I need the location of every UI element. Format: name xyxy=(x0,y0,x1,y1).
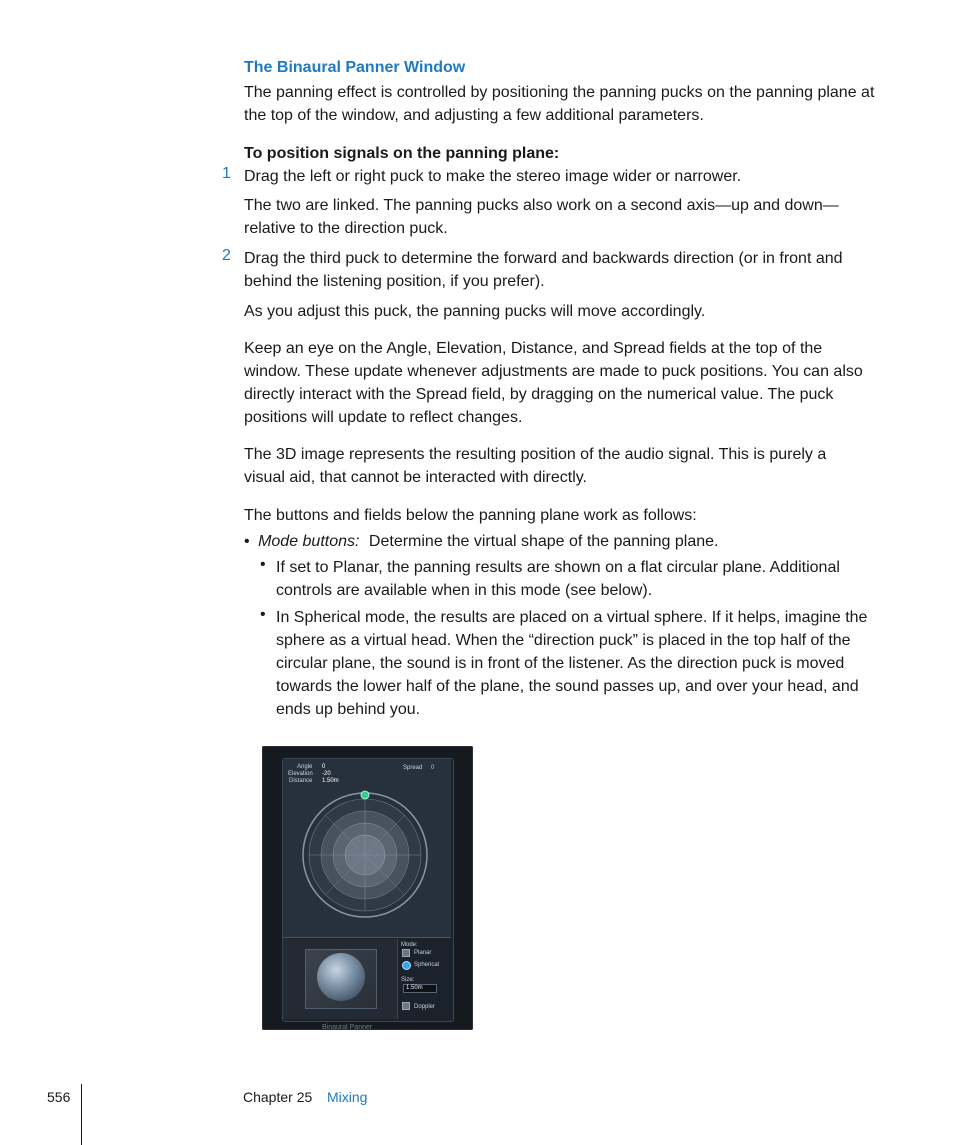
step-2-note: As you adjust this puck, the panning pucks will move accordingly. xyxy=(244,303,706,320)
intro-paragraph: The panning effect is controlled by positioning the panning pucks on the panning plane at the top of the window, and adjusting a few additional parameters. xyxy=(244,84,875,124)
3d-view-area xyxy=(283,939,398,1019)
angle-label: Angle xyxy=(297,764,313,770)
panner-caption: Binaural Panner xyxy=(322,1024,373,1031)
step-1-text: Drag the left or right puck to make the stereo image wider or narrower. xyxy=(244,168,742,185)
angle-value[interactable]: 0 xyxy=(322,764,326,770)
panning-plane[interactable] xyxy=(283,759,451,937)
planar-label: Planar xyxy=(414,950,432,956)
sphere-image xyxy=(317,953,365,1001)
distance-value[interactable]: 1.50m xyxy=(322,778,339,784)
direction-puck[interactable] xyxy=(361,791,369,799)
planar-checkbox[interactable] xyxy=(402,949,410,957)
doppler-label: Doppler xyxy=(414,1004,436,1010)
size-field[interactable]: 1.50m xyxy=(403,984,437,993)
mode-label: Mode: xyxy=(401,942,418,948)
3d-image-paragraph: The 3D image represents the resulting position of the audio signal. This is purely a visual aid, that cannot be interacted with directly. xyxy=(244,446,827,486)
step-number-1: 1 xyxy=(222,165,231,182)
sub-bullet-marker: • xyxy=(260,606,266,623)
footer-chapter: Chapter 25 xyxy=(243,1089,313,1105)
sub-bullet-spherical: In Spherical mode, the results are placed on a virtual sphere. If it helps, imagine the sphere as a virtual head. When the “direction puck” is placed in the top half of the circular plane, the sound is in front of the listener. As the direction puck is moved towards the lower half of the plane, the sound passes up, and over your head, and ends up behind you. xyxy=(276,609,868,718)
step-number-2: 2 xyxy=(222,247,231,264)
bullet-description: Determine the virtual shape of the panning plane. xyxy=(368,533,719,550)
3d-view xyxy=(305,949,377,1009)
step-1-note: The two are linked. The panning pucks also work on a second axis—up and down—relative to the direction puck. xyxy=(244,197,839,237)
panner-frame xyxy=(282,758,454,1022)
distance-label: Distance xyxy=(289,778,313,784)
spherical-radio[interactable] xyxy=(402,961,411,970)
binaural-panner-window xyxy=(262,746,473,1030)
task-heading: To position signals on the panning plane: xyxy=(244,145,560,162)
panning-plane-area xyxy=(283,759,451,938)
doppler-checkbox[interactable] xyxy=(402,1002,410,1010)
footer-divider xyxy=(81,1084,82,1145)
elevation-label: Elevation xyxy=(288,771,313,777)
spread-value[interactable]: 0 xyxy=(431,765,435,771)
bullet-mode-buttons xyxy=(244,530,718,553)
sub-bullet-marker: • xyxy=(260,556,266,573)
spread-label: Spread xyxy=(403,765,423,771)
fields-paragraph: Keep an eye on the Angle, Elevation, Distance, and Spread fields at the top of the window. These update whenever adjustments are made to puck positions. You can also directly interact with the Spread field, by dragging on the numerical value. The puck positions will update to reflect changes. xyxy=(244,340,863,426)
bullet-marker: • xyxy=(244,533,250,550)
buttons-intro-paragraph: The buttons and fields below the panning plane work as follows: xyxy=(244,507,697,524)
page-number: 556 xyxy=(47,1089,71,1105)
step-2-text: Drag the third puck to determine the forward and backwards direction (or in front and behind the listening position, if you prefer). xyxy=(244,250,843,290)
section-heading: The Binaural Panner Window xyxy=(244,59,466,76)
size-label: Size: xyxy=(401,977,415,983)
spherical-label: Spherical xyxy=(414,962,440,968)
elevation-value[interactable]: -20 xyxy=(322,771,331,777)
sub-bullet-planar: If set to Planar, the panning results are shown on a flat circular plane. Additional controls are available when in this mode (see below). xyxy=(276,559,840,599)
bullet-term: Mode buttons: xyxy=(258,533,360,550)
footer-section-link[interactable]: Mixing xyxy=(327,1089,368,1105)
